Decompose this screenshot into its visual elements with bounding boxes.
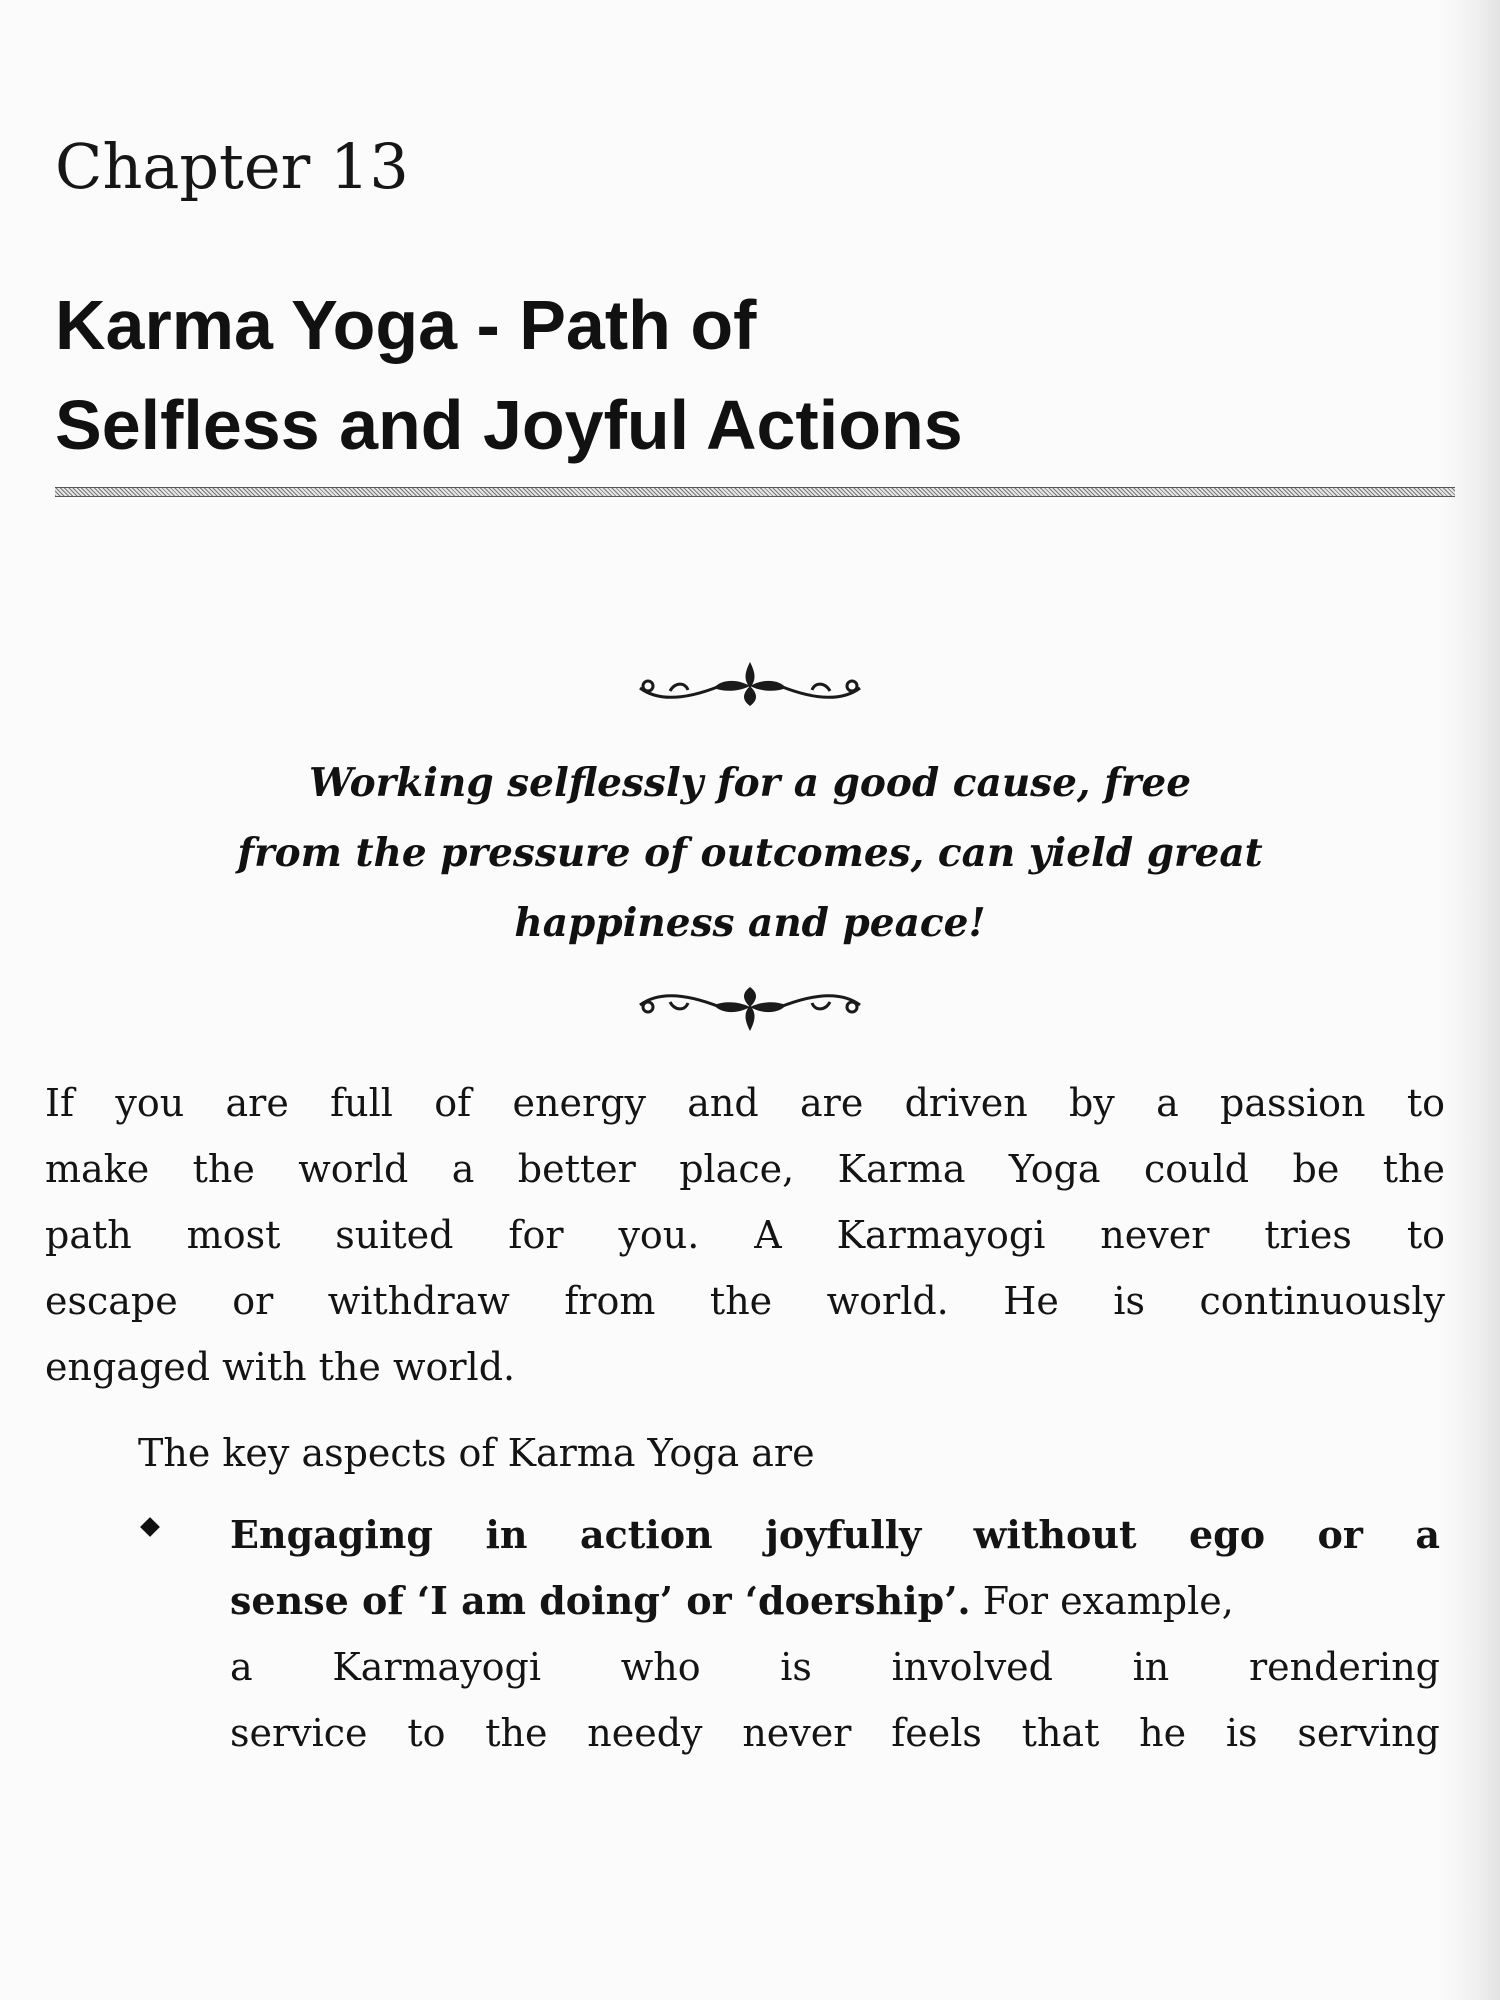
word: for (508, 1213, 564, 1257)
word: without (973, 1512, 1137, 1557)
word: ego (1188, 1512, 1266, 1557)
bullet-line-bold (230, 1502, 1440, 1568)
title-divider (55, 487, 1455, 497)
word: by (1068, 1081, 1115, 1125)
word: to (1406, 1213, 1445, 1257)
word: be (1292, 1147, 1340, 1191)
word: a (230, 1645, 253, 1689)
word: the (192, 1147, 255, 1191)
word: in (485, 1512, 528, 1557)
word: joyfully (765, 1512, 922, 1557)
word: Karma (837, 1147, 966, 1191)
word: is (1113, 1279, 1145, 1323)
word: involved (891, 1645, 1053, 1689)
word: to (407, 1711, 446, 1755)
word: suited (335, 1213, 454, 1257)
chapter-title (55, 275, 1355, 475)
word: to (1406, 1081, 1445, 1125)
word: never (1100, 1213, 1210, 1257)
word: Engaging (230, 1512, 433, 1557)
word: continuously (1199, 1279, 1445, 1323)
word: are (225, 1081, 289, 1125)
word: withdraw (327, 1279, 510, 1323)
word: is (1225, 1711, 1258, 1755)
bullet-bold-text: sense of ‘I am doing’ or ‘doership’. (230, 1578, 971, 1623)
diamond-bullet-icon (140, 1517, 160, 1537)
word: make (45, 1147, 150, 1191)
word: tries (1264, 1213, 1352, 1257)
word: that (1021, 1711, 1100, 1755)
body-paragraph (45, 1070, 1445, 1400)
word: serving (1297, 1711, 1440, 1755)
word: driven (904, 1081, 1028, 1125)
word: feels (891, 1711, 982, 1755)
word: path (45, 1213, 132, 1257)
word: in (1132, 1645, 1170, 1689)
aspects-intro: The key aspects of Karma Yoga are (138, 1431, 815, 1475)
word: energy (512, 1081, 646, 1125)
word: better (517, 1147, 636, 1191)
paragraph-line: engaged with the world. (45, 1345, 516, 1389)
word: you. (618, 1213, 700, 1257)
chapter-number: Chapter 13 (55, 130, 409, 203)
word: world (298, 1147, 409, 1191)
word: of (434, 1081, 472, 1125)
word: passion (1220, 1081, 1366, 1125)
word: the (1382, 1147, 1445, 1191)
paragraph-line (45, 1202, 1445, 1268)
flourish-ornament-bottom (630, 985, 870, 1035)
paragraph-line (45, 1070, 1445, 1136)
word: or (232, 1279, 274, 1323)
bullet-item (230, 1502, 1440, 1766)
word: Karmayogi (836, 1213, 1046, 1257)
word: are (800, 1081, 864, 1125)
word: escape (45, 1279, 178, 1323)
paragraph-line (45, 1136, 1445, 1202)
word: who (620, 1645, 701, 1689)
chapter-title-line: Karma Yoga - Path of (55, 286, 757, 364)
word: could (1143, 1147, 1250, 1191)
bullet-line (230, 1700, 1440, 1766)
word: and (687, 1081, 759, 1125)
word: place, (679, 1147, 795, 1191)
word: action (579, 1512, 713, 1557)
chapter-title-line: Selfless and Joyful Actions (55, 386, 963, 464)
epigraph-line: from the pressure of outcomes, can yield great (237, 830, 1263, 876)
bullet-line (230, 1634, 1440, 1700)
epigraph-line: happiness and peace! (514, 900, 986, 946)
epigraph-line: Working selflessly for a good cause, free (308, 760, 1192, 806)
word: or (1317, 1512, 1363, 1557)
flourish-ornament-top (630, 658, 870, 708)
word: rendering (1248, 1645, 1440, 1689)
word: is (780, 1645, 812, 1689)
word: He (1003, 1279, 1059, 1323)
word: a (451, 1147, 475, 1191)
word: world. (826, 1279, 949, 1323)
epigraph-quote (150, 748, 1350, 958)
word: from (564, 1279, 656, 1323)
word: A (754, 1213, 782, 1257)
bullet-line-mixed (230, 1568, 1440, 1634)
word: full (330, 1081, 393, 1125)
word: the (709, 1279, 773, 1323)
word: never (742, 1711, 852, 1755)
word: If (45, 1081, 75, 1125)
bullet-plain-text: For example, (970, 1579, 1234, 1623)
word: a (1156, 1081, 1179, 1125)
word: Karmayogi (332, 1645, 542, 1689)
word: Yoga (1008, 1147, 1101, 1191)
word: needy (587, 1711, 703, 1755)
word: you (115, 1081, 185, 1125)
word: most (186, 1213, 281, 1257)
word: the (485, 1711, 548, 1755)
word: service (230, 1711, 368, 1755)
word: he (1139, 1711, 1187, 1755)
paragraph-line (45, 1268, 1445, 1334)
word: a (1415, 1512, 1440, 1557)
